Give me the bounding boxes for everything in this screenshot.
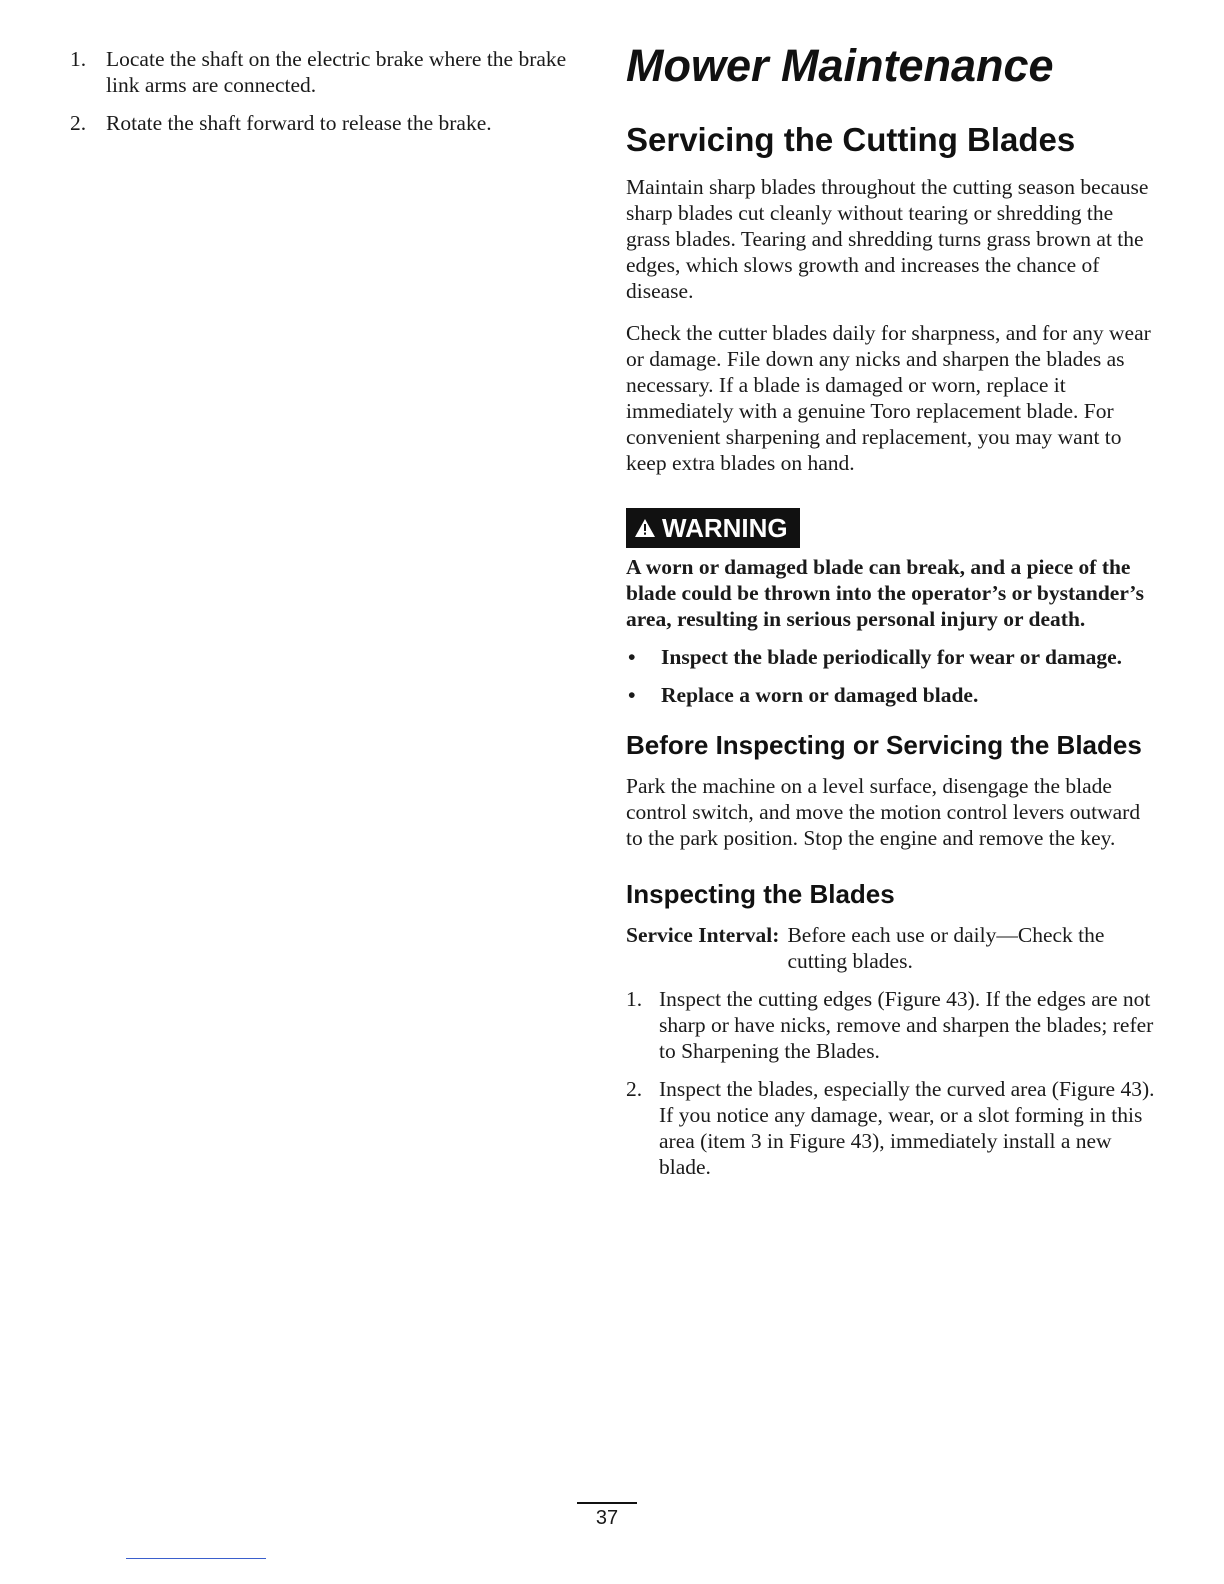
list-item xyxy=(626,644,1156,670)
bullet-icon: • xyxy=(628,645,636,669)
left-column xyxy=(70,46,570,148)
warning-label: WARNING xyxy=(662,512,788,543)
list-item xyxy=(70,46,570,98)
step-text: Inspect the cutting edges (Figure 43). If the edges are not sharp or have nicks, remove and sharpen the blades; refer to Sharpening the Blades. xyxy=(659,987,1154,1063)
step-text: Locate the shaft on the electric brake where the brake link arms are connected. xyxy=(106,47,567,97)
before-inspecting-title: Before Inspecting or Servicing the Blades xyxy=(626,730,1142,760)
step-number: 1. xyxy=(626,987,643,1011)
step-text: Rotate the shaft forward to release the brake. xyxy=(106,111,492,135)
chapter-title: Mower Maintenance xyxy=(626,40,1054,91)
brake-release-steps xyxy=(70,46,570,136)
inspecting-title: Inspecting the Blades xyxy=(626,879,895,909)
list-item xyxy=(626,986,1156,1064)
warning-bullets xyxy=(626,644,1156,708)
list-item xyxy=(626,1076,1156,1180)
list-item xyxy=(70,110,570,136)
inspection-steps xyxy=(626,986,1156,1180)
before-inspecting-text: Park the machine on a level surface, disengage the blade control switch, and move the motion control levers outward to the park position. Stop the engine and remove the key. xyxy=(626,774,1141,850)
bullet-icon: • xyxy=(628,683,636,707)
bullet-text: Replace a worn or damaged blade. xyxy=(661,683,979,707)
service-interval xyxy=(626,922,1156,974)
warning-text: A worn or damaged blade can break, and a piece of the blade could be thrown into the operator’s or bystander’s area, resulting in serious personal injury or death. xyxy=(626,555,1144,631)
footer-rule xyxy=(126,1558,266,1559)
step-number: 2. xyxy=(70,111,87,135)
page-number-rule xyxy=(577,1502,637,1504)
warning-badge xyxy=(626,508,800,548)
intro-paragraph: Check the cutter blades daily for sharpness, and for any wear or damage. File down any nicks and sharpen the blades as necessary. If a blade is damaged or worn, replace it immediately with a genuine Toro replacement blade. For convenient sharpening and replacement, you may want to keep extra blades on hand. xyxy=(626,321,1151,475)
intro-paragraph: Maintain sharp blades throughout the cutting season because sharp blades cut cleanly without tearing or shredding the grass blades. Tearing and shredding turns grass brown at the edges, which slows growth and increases the chance of disease. xyxy=(626,175,1149,303)
service-interval-value: Before each use or daily—Check the cutting blades. xyxy=(787,923,1105,973)
warning-triangle-icon xyxy=(634,518,656,538)
step-number: 2. xyxy=(626,1077,643,1101)
list-item xyxy=(626,682,1156,708)
bullet-text: Inspect the blade periodically for wear or damage. xyxy=(661,645,1123,669)
step-text: Inspect the blades, especially the curved area (Figure 43). If you notice any damage, wear, or a slot forming in this area (item 3 in Figure 43), immediately install a new blade. xyxy=(659,1077,1155,1179)
step-number: 1. xyxy=(70,47,87,71)
right-column xyxy=(626,40,1156,1192)
section-title: Servicing the Cutting Blades xyxy=(626,121,1076,158)
page-number: 37 xyxy=(595,1507,619,1529)
service-interval-label: Service Interval: xyxy=(626,923,780,947)
